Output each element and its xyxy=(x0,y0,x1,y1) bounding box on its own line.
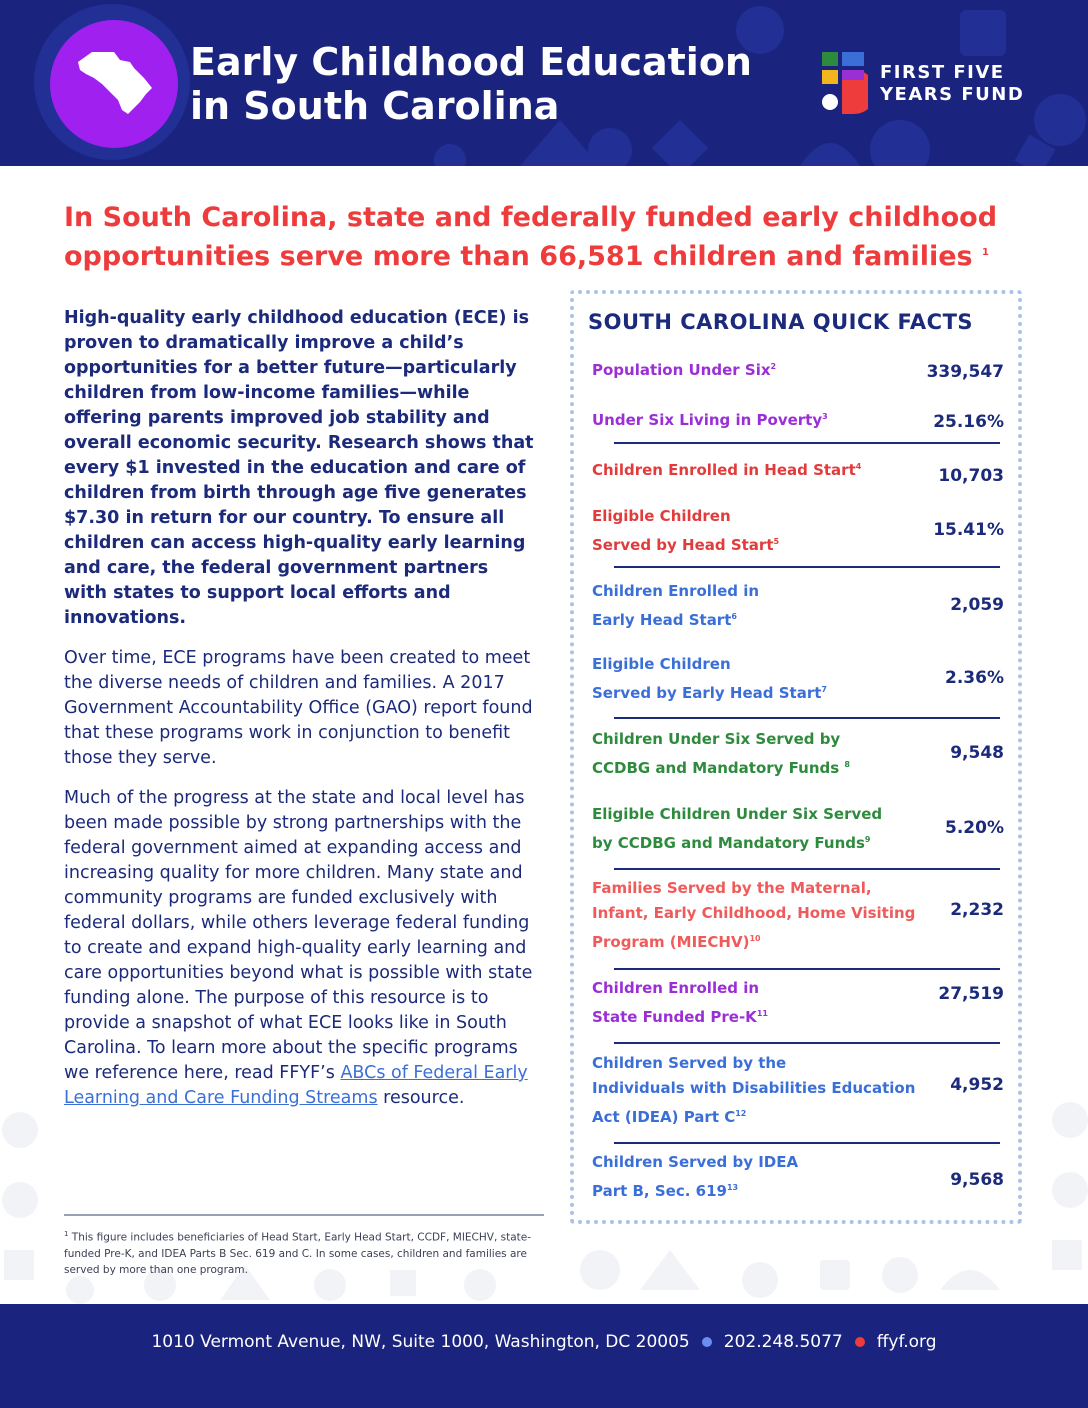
quick-facts-box xyxy=(570,290,1022,1224)
footer-website[interactable]: ffyf.org xyxy=(876,1332,937,1352)
logo-line-2: YEARS FUND xyxy=(880,84,1025,105)
quick-facts-divider xyxy=(614,1042,1000,1044)
quick-fact-footnote-ref: 12 xyxy=(735,1109,747,1118)
quick-facts-divider xyxy=(614,442,1000,444)
quick-fact-label-text: Children Enrolled in xyxy=(592,582,760,600)
quick-fact-label-line xyxy=(592,1175,932,1204)
quick-fact-label-text: State Funded Pre-K xyxy=(592,1008,757,1026)
quick-fact-label-line xyxy=(592,1150,932,1175)
quick-fact-label-line xyxy=(592,976,932,1001)
quick-fact-label xyxy=(592,354,932,383)
quick-fact-row xyxy=(592,802,1004,852)
title-line-2: in South Carolina xyxy=(190,84,560,128)
quick-fact-label xyxy=(592,727,932,781)
quick-fact-label-text: Early Head Start xyxy=(592,611,732,629)
footnote-text: This figure includes beneficiaries of Head Start, Early Head Start, CCDF, MIECHV, state-funded Pre-K, and IDEA Parts B Sec. 619 and C. In some cases, children and families are served by more than one program. xyxy=(64,1231,532,1276)
quick-fact-value: 4,952 xyxy=(950,1075,1004,1095)
body-text-column xyxy=(64,306,534,1126)
quick-fact-footnote-ref: 8 xyxy=(844,760,850,769)
ffyf-logo[interactable] xyxy=(818,50,1038,120)
quick-fact-label-line xyxy=(592,827,932,856)
paragraph-3-text: Much of the progress at the state and local level has been made possible by strong partnerships with the federal government aimed at expanding access and increasing quality for more children. Many state and community programs are funded exclusively with federal dollars, while others leverage federal funding to create and expand high-quality early learning and care opportunities beyond what is possible with state funding alone. The purpose of this resource is to provide a snapshot of what ECE looks like in South Carolina. To learn more about the specific programs we reference here, read FFYF’s xyxy=(64,788,533,1083)
quick-fact-label-text: Served by Early Head Start xyxy=(592,684,822,702)
quick-fact-label-text: Eligible Children Under Six Served xyxy=(592,805,883,823)
quick-fact-value: 2,059 xyxy=(950,595,1004,615)
quick-fact-label xyxy=(592,876,932,955)
footnote-number: 1 xyxy=(64,1230,69,1238)
quick-fact-footnote-ref: 9 xyxy=(864,835,871,844)
quick-fact-label-line xyxy=(592,652,932,677)
quick-fact-row xyxy=(592,652,1004,702)
quick-facts-divider xyxy=(614,717,1000,719)
quick-fact-label-line xyxy=(592,604,932,633)
quick-fact-value: 5.20% xyxy=(945,818,1004,838)
quick-fact-row xyxy=(592,454,1004,486)
quick-fact-row xyxy=(592,876,1004,951)
quick-fact-label-text: Children Served by the xyxy=(592,1054,787,1072)
quick-fact-label-line xyxy=(592,727,932,752)
footer-separator-dot-1 xyxy=(702,1337,712,1347)
quick-fact-footnote-ref: 4 xyxy=(855,462,862,471)
quick-facts-divider xyxy=(614,968,1000,970)
quick-fact-label-text: by CCDBG and Mandatory Funds xyxy=(592,834,865,852)
headline-line-1: In South Carolina, state and federally funded early childhood xyxy=(64,202,998,233)
quick-fact-row xyxy=(592,727,1004,777)
quick-fact-label xyxy=(592,976,932,1030)
quick-fact-label-line xyxy=(592,677,932,706)
quick-fact-label-text: Children Enrolled in xyxy=(592,979,760,997)
page-header xyxy=(0,0,1088,166)
quick-facts-divider xyxy=(614,566,1000,568)
quick-fact-row xyxy=(592,1150,1004,1200)
quick-fact-value: 9,548 xyxy=(950,743,1004,763)
quick-fact-footnote-ref: 7 xyxy=(821,685,827,694)
logo-wordmark xyxy=(880,62,1024,106)
quick-facts-divider xyxy=(614,1142,1000,1144)
quick-fact-value: 339,547 xyxy=(926,362,1004,382)
quick-fact-footnote-ref: 6 xyxy=(731,612,737,621)
quick-fact-label-text: CCDBG and Mandatory Funds xyxy=(592,759,845,777)
quick-fact-label-line xyxy=(592,1101,932,1130)
quick-fact-value: 2,232 xyxy=(950,900,1004,920)
quick-fact-value: 25.16% xyxy=(933,412,1004,432)
quick-fact-label-line xyxy=(592,354,932,383)
quick-fact-label-text: Served by Head Start xyxy=(592,536,774,554)
footer-phone[interactable]: 202.248.5077 xyxy=(723,1332,843,1352)
quick-fact-label-text: Act (IDEA) Part C xyxy=(592,1108,736,1126)
intro-paragraph: High-quality early childhood education (ECE) is proven to dramatically improve a child’s opportunities for a better future—particularly children from low-income families—while offering parents improved job stability and overall economic security. Research shows that every $1 invested in the education and care of children from birth through age five generates $7.30 in return for our country. To ensure all children can access high-quality early learning and care, the federal government partners with states to support local efforts and innovations. xyxy=(64,308,534,628)
footer-separator-dot-2 xyxy=(855,1337,865,1347)
quick-fact-label-text: Eligible Children xyxy=(592,507,731,525)
quick-fact-label-text: Eligible Children xyxy=(592,655,731,673)
quick-fact-label xyxy=(592,802,932,856)
quick-fact-label-line xyxy=(592,926,932,955)
quick-fact-row xyxy=(592,354,1004,382)
quick-facts-divider xyxy=(614,868,1000,870)
state-emblem xyxy=(50,20,178,148)
quick-fact-footnote-ref: 3 xyxy=(822,412,828,421)
quick-fact-row xyxy=(592,579,1004,629)
quick-fact-value: 10,703 xyxy=(938,466,1004,486)
quick-fact-value: 9,568 xyxy=(950,1170,1004,1190)
quick-fact-footnote-ref: 13 xyxy=(726,1183,739,1192)
quick-fact-footnote-ref: 10 xyxy=(749,934,761,943)
logo-line-1: FIRST FIVE xyxy=(880,62,1005,83)
south-carolina-map-icon xyxy=(74,48,156,118)
quick-fact-label-line xyxy=(592,1001,932,1030)
quick-fact-row xyxy=(592,1051,1004,1126)
quick-fact-label xyxy=(592,1150,932,1204)
quick-fact-label-line xyxy=(592,454,932,483)
quick-fact-label-text: Population Under Six xyxy=(592,361,771,379)
quick-fact-label xyxy=(592,652,932,706)
quick-fact-label xyxy=(592,1051,932,1130)
quick-fact-row xyxy=(592,976,1004,1026)
headline-line-2 xyxy=(64,235,1024,274)
footer-address: 1010 Vermont Avenue, NW, Suite 1000, Washington, DC 20005 xyxy=(151,1332,690,1352)
page-footer xyxy=(0,1304,1088,1408)
title-line-1: Early Childhood Education xyxy=(190,40,752,84)
quick-fact-label-line xyxy=(592,1051,932,1076)
paragraph-3-end: resource. xyxy=(377,1088,465,1108)
paragraph-2: Over time, ECE programs have been created to meet the diverse needs of children and families. A 2017 Government Accountability Office (GAO) report found that these programs work in conjunction to benefit those they serve. xyxy=(64,648,533,768)
quick-fact-label-text: Part B, Sec. 619 xyxy=(592,1182,727,1200)
quick-fact-label-text: Families Served by the Maternal, xyxy=(592,879,872,897)
quick-fact-label-line xyxy=(592,579,932,604)
paragraph-3 xyxy=(64,786,534,1111)
footnote-divider xyxy=(64,1214,544,1216)
quick-fact-label xyxy=(592,504,932,558)
quick-fact-footnote-ref: 11 xyxy=(756,1009,768,1018)
quick-fact-label-line xyxy=(592,504,932,529)
quick-fact-label-text: Children Enrolled in Head Start xyxy=(592,461,856,479)
quick-fact-label-line xyxy=(592,752,932,781)
quick-fact-label-text: Children Under Six Served by xyxy=(592,730,841,748)
quick-fact-label-line xyxy=(592,802,932,827)
quick-fact-label-text: Program (MIECHV) xyxy=(592,933,750,951)
footnote xyxy=(64,1226,544,1278)
quick-fact-footnote-ref: 5 xyxy=(773,537,780,546)
quick-fact-label-text: Individuals with Disabilities Education xyxy=(592,1079,916,1097)
quick-fact-label xyxy=(592,454,932,483)
quick-fact-value: 2.36% xyxy=(945,668,1004,688)
quick-fact-label xyxy=(592,404,932,433)
quick-fact-label-line xyxy=(592,529,932,558)
quick-fact-footnote-ref: 2 xyxy=(770,362,777,371)
quick-fact-label-line xyxy=(592,901,932,926)
quick-fact-label-text: Infant, Early Childhood, Home Visiting xyxy=(592,904,916,922)
quick-fact-row xyxy=(592,404,1004,432)
headline-line-2-text: opportunities serve more than 66,581 children and families xyxy=(64,241,973,272)
quick-facts-title: SOUTH CAROLINA QUICK FACTS xyxy=(588,310,974,334)
headline-footnote-ref: 1 xyxy=(982,247,990,258)
quick-fact-label xyxy=(592,579,932,633)
quick-fact-value: 15.41% xyxy=(933,520,1004,540)
quick-fact-value: 27,519 xyxy=(938,984,1004,1004)
abcs-resource-link[interactable]: ABCs of Federal Early Learning and Care Funding Streams xyxy=(64,1063,528,1108)
quick-fact-label-text: Under Six Living in Poverty xyxy=(592,411,823,429)
quick-fact-label-line xyxy=(592,404,932,433)
quick-fact-label-text: Children Served by IDEA xyxy=(592,1153,799,1171)
ffyf-logo-mark-icon xyxy=(818,50,868,116)
quick-fact-row xyxy=(592,504,1004,554)
quick-fact-label-line xyxy=(592,876,932,901)
page-title xyxy=(190,40,790,128)
quick-fact-label-line xyxy=(592,1076,932,1101)
headline xyxy=(64,200,1024,274)
footer-contact xyxy=(0,1332,1088,1352)
